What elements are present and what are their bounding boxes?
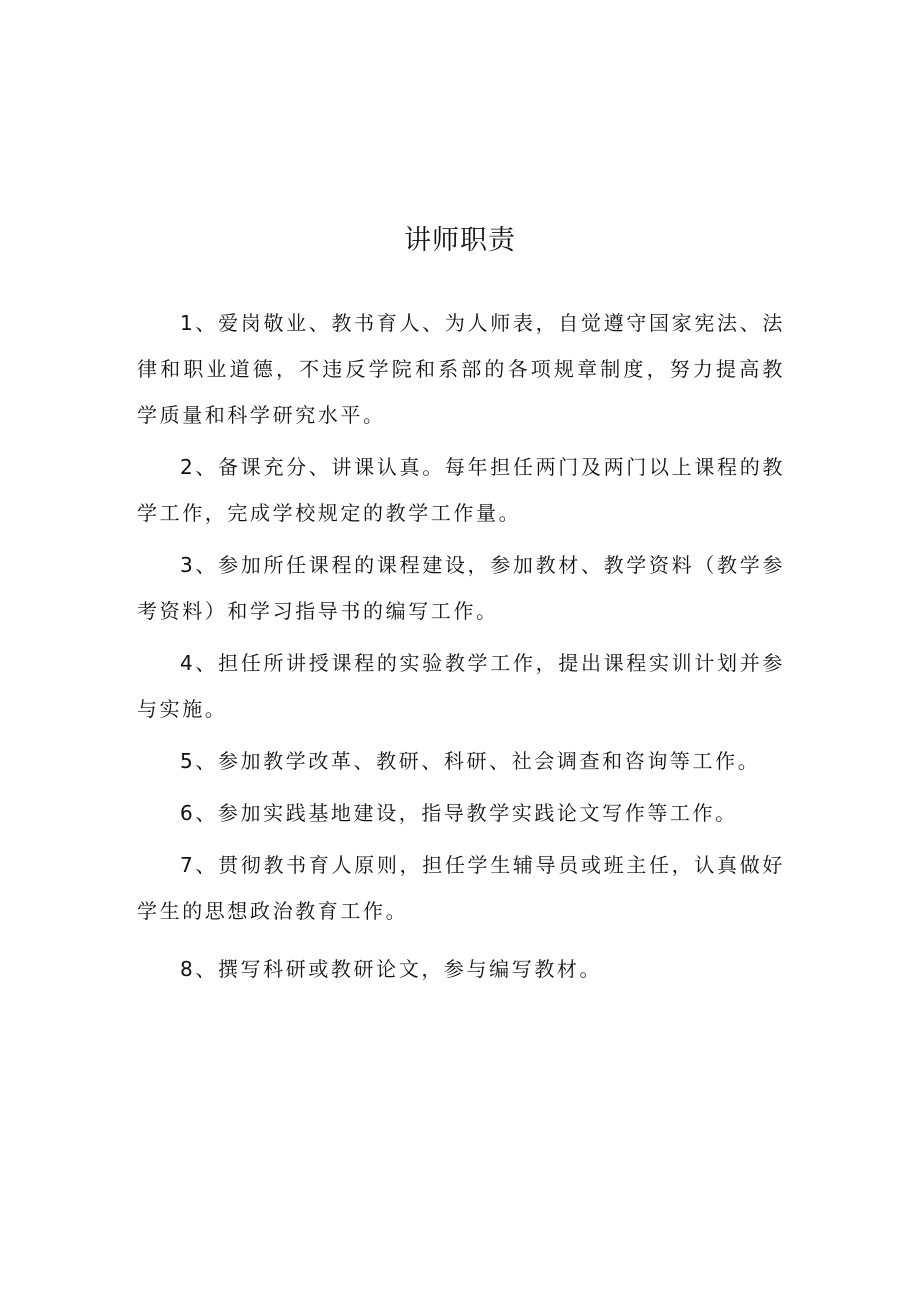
duty-paragraph-3: 3、参加所任课程的课程建设，参加教材、教学资料（教学参考资料）和学习指导书的编写工作。: [137, 553, 785, 623]
duty-paragraph-6: 6、参加实践基地建设，指导教学实践论文写作等工作。: [180, 801, 738, 825]
duty-paragraph-1: 1、爱岗敬业、教书育人、为人师表，自觉遵守国家宪法、法律和职业道德，不违反学院和系部的各项规章制度，努力提高教学质量和科学研究水平。: [137, 311, 785, 427]
duty-paragraph-7: 7、贯彻教书育人原则，担任学生辅导员或班主任，认真做好学生的思想政治教育工作。: [137, 853, 785, 923]
document-body: [137, 300, 785, 998]
duty-paragraph-8: 8、撰写科研或教研论文，参与编写教材。: [180, 957, 603, 981]
duty-paragraph-4: 4、担任所讲授课程的实验教学工作，提出课程实训计划并参与实施。: [137, 651, 785, 721]
document-title: 讲师职责: [404, 225, 516, 256]
duty-paragraph-5: 5、参加教学改革、教研、科研、社会调查和咨询等工作。: [180, 749, 761, 773]
duty-paragraph-2: 2、备课充分、讲课认真。每年担任两门及两门以上课程的教学工作，完成学校规定的教学工作量。: [137, 455, 785, 525]
